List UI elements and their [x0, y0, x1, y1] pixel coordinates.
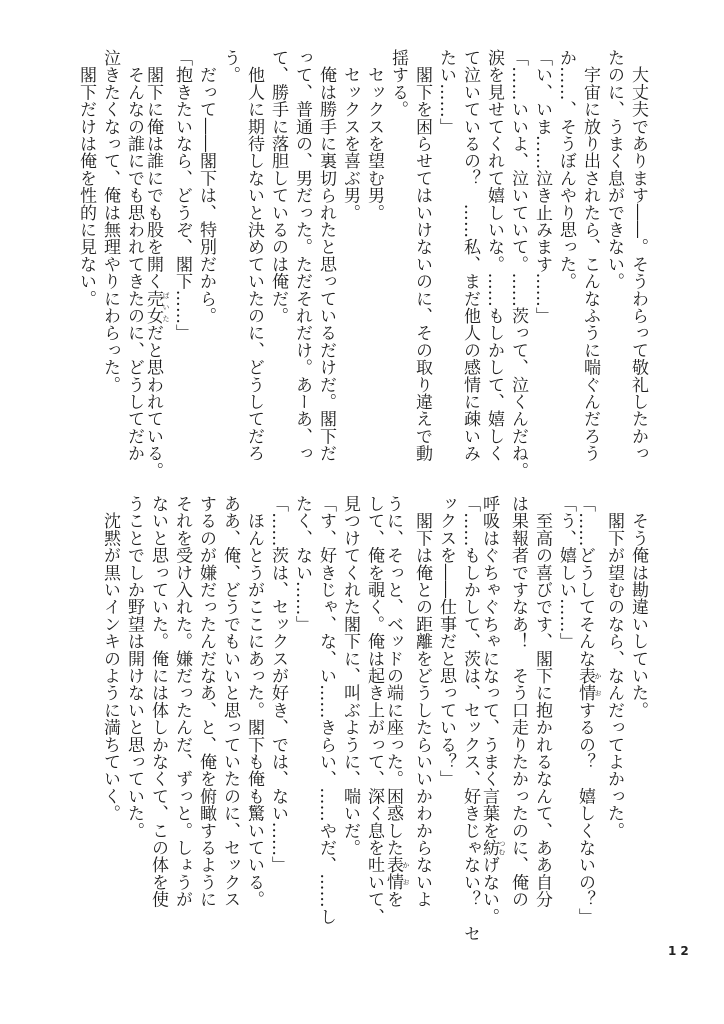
text-line: って、普通の、男だった。ただそれだけ。あーあ、っ	[292, 49, 312, 462]
text-line: 「う、嬉しい……」	[556, 495, 576, 650]
text-line: たのに、うまく息ができない。	[604, 49, 624, 290]
ruby-base: 紡	[479, 839, 499, 857]
text-line: ほんとうがここにあった。閣下も俺も驚いている。	[244, 495, 264, 908]
ruby-annotation	[143, 289, 170, 325]
text-line: 「す、好きじゃ、な、い……きらい、……やだ、……し	[316, 495, 336, 925]
text-line: するのが嫌だったんだなあ、と、俺を俯瞰するように	[196, 495, 216, 908]
text-line: 閣下が望むのなら、なんだってよかった。	[604, 495, 624, 839]
text-line: たい……」	[436, 49, 456, 135]
text-line: だって――閣下は、特別だから。	[196, 49, 216, 325]
text-line: 大丈夫であります――。そうわらって敬礼したかっ	[628, 49, 648, 462]
text-segment: うに、そっと、ベッドの端に座った。困惑した	[383, 495, 403, 857]
text-line: セックスを喜ぶ男。	[340, 49, 360, 221]
text-segment: 呼吸はぐちゃぐちゃになって、うまく言葉を	[479, 495, 499, 839]
text-segment: するの？ 嬉しくないの？」	[575, 701, 595, 926]
ruby-annotation	[383, 856, 410, 891]
text-line: そう俺は勘違いしていた。	[628, 495, 648, 719]
text-line: 涙を見せてくれて嬉しいな。……もしかして、嬉しく	[484, 49, 504, 462]
text-segment: だと思われている。	[143, 324, 163, 480]
text-line: 「……もしかして、茨は、セックス、好きじゃない？ セ	[460, 495, 480, 943]
text-line: ないと思っていた。俺には体しかなくて、この体を使	[148, 495, 168, 908]
text-line: 沈黙が黒いインキのように満ちていく。	[100, 495, 120, 822]
ruby-text: かお	[402, 856, 410, 891]
ruby-base: 表情	[575, 667, 595, 702]
text-line: 「い、いま……泣き止みます……」	[532, 49, 552, 325]
text-line: か……、そうぼんやり思った。	[556, 49, 576, 290]
text-block-upper	[74, 49, 650, 480]
ruby-base: 売女	[143, 289, 163, 325]
text-line: て泣いているの？ ……私、まだ他人の感情に疎いみ	[460, 49, 480, 462]
text-line: て、勝手に落胆しているのは俺だ。	[268, 49, 288, 325]
text-line: 揺する。	[388, 49, 408, 118]
text-line: して、俺を覗く。俺は起き上がって、深く息を吐いて、	[364, 495, 384, 925]
text-line: は果報者ですなあ！ そう口走りたかったのに、俺の	[508, 495, 528, 908]
ruby-annotation	[479, 839, 506, 857]
text-line-with-ruby	[575, 495, 602, 926]
text-line: セックスを望む男。	[364, 49, 384, 221]
text-line-with-ruby	[479, 495, 506, 926]
text-line: 閣下は俺との距離をどうしたらいいかわからないよ	[412, 495, 432, 908]
text-line: そんなの誰にでも思われてきたのに、どうしてだか	[124, 49, 144, 462]
ruby-text: つむ	[498, 839, 506, 857]
text-line: う。	[220, 49, 240, 84]
text-line: 「抱きたいなら、どうぞ、閣下……」	[172, 49, 192, 342]
text-line: 泣きたくなって、俺は無理やりにわらった。	[100, 49, 120, 393]
text-line-with-ruby	[143, 49, 170, 480]
ruby-text: かお	[594, 667, 602, 702]
ruby-base: 表情	[383, 856, 403, 891]
ruby-text: ばいた	[162, 289, 170, 325]
text-segment: 「……どうしてそんな	[575, 495, 595, 667]
text-line: 宇宙に放り出されたら、こんなふうに喘ぐんだろう	[580, 49, 600, 462]
text-line: 至高の喜びです、閣下に抱かれるなんて、ああ自分	[532, 495, 552, 908]
text-line: 閣下だけは俺を性的に見ない。	[76, 49, 96, 307]
text-line: 「……いいよ、泣いていて。……茨って、泣くんだね。	[508, 49, 528, 479]
text-line: 閣下を困らせてはいけないのに、その取り違えで動	[412, 49, 432, 462]
text-line: ックスを――仕事だと思っている？」	[436, 495, 456, 788]
text-line: 俺は勝手に裏切られたと思っているだけだ。閣下だ	[316, 49, 336, 462]
text-line: うことでしか野望は開けないと思っていた。	[124, 495, 144, 839]
text-segment: 閣下に俺は誰にでも股を開く	[143, 49, 163, 290]
text-block-lower	[98, 495, 650, 943]
text-segment: げない。	[479, 856, 499, 926]
text-line: 「……茨は、セックスが好き、では、ない……」	[268, 495, 288, 874]
text-line: 見つけてくれた閣下に、叫ぶように、喘いだ。	[340, 495, 360, 857]
page-number: 12	[668, 944, 693, 958]
ruby-annotation	[575, 667, 602, 702]
text-segment: を	[383, 890, 403, 908]
text-line: たく、ない……」	[292, 495, 312, 633]
text-line-with-ruby	[383, 495, 410, 908]
text-line: 他人に期待しないと決めていたのに、どうしてだろ	[244, 49, 264, 462]
text-line: それを受け入れた。嫌だったんだ、ずっと。しょうが	[172, 495, 192, 908]
text-line: ああ、俺、どうでもいいと思っていたのに、セックス	[220, 495, 240, 908]
